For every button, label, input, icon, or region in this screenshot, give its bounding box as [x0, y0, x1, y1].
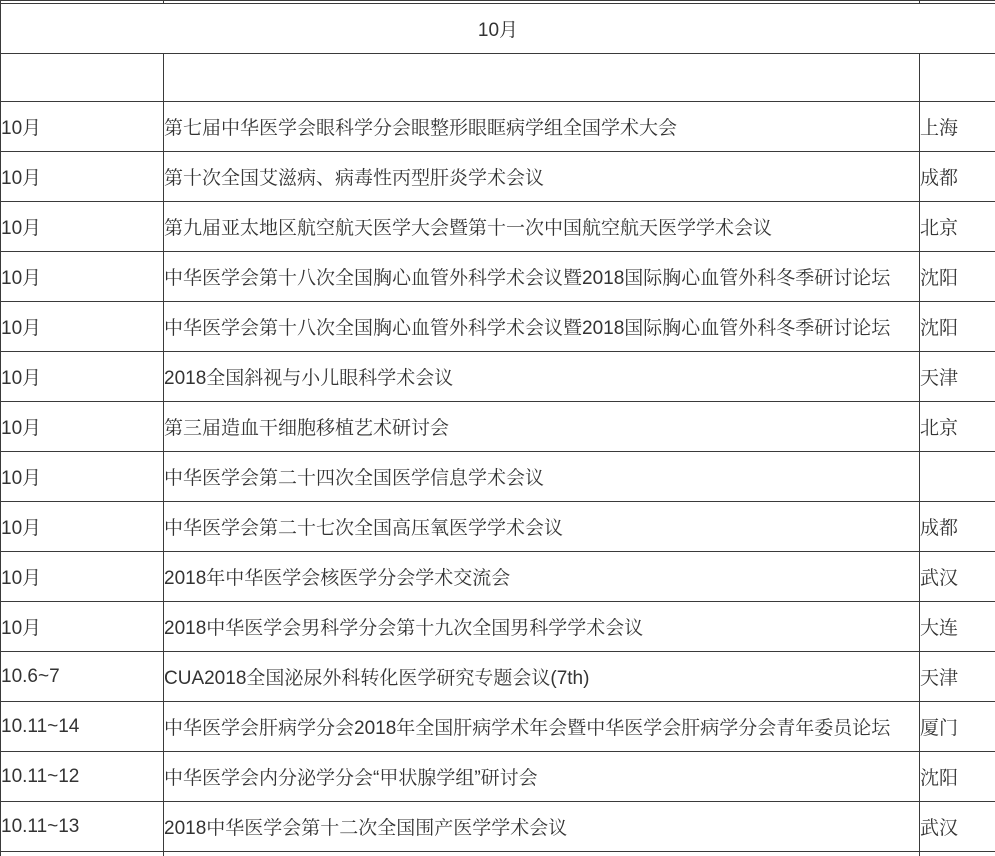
cell-conference-name: 中华医学会第二十七次全国高压氧医学学术会议: [164, 502, 920, 552]
cell-date: 10月: [1, 152, 164, 202]
cell-date: 10月: [1, 302, 164, 352]
cell-city: 沈阳: [920, 752, 995, 802]
cell-date: 10月: [1, 602, 164, 652]
cell-city: 天津: [920, 652, 995, 702]
empty-cell-name: [164, 54, 920, 102]
cell-date: 10月: [1, 502, 164, 552]
cell-date: 10.11~14: [1, 702, 164, 752]
cell-conference-name: 2018全国斜视与小儿眼科学术会议: [164, 352, 920, 402]
cell-date: 10月: [1, 352, 164, 402]
empty-cell-city: [920, 54, 995, 102]
table-row: [1, 452, 995, 502]
cell-city: 厦门: [920, 702, 995, 752]
cell-date: 10月: [1, 402, 164, 452]
cell-date: 10月: [1, 102, 164, 152]
table-row: [1, 752, 995, 802]
cell-date: 10月: [1, 552, 164, 602]
table-row: [1, 802, 995, 852]
cell-city: 成都: [920, 502, 995, 552]
cell-city: 上海: [920, 102, 995, 152]
cell-conference-name: 2018中华医学会第十二次全国围产医学学术会议: [164, 802, 920, 852]
empty-cell-date: [1, 54, 164, 102]
table-row: [1, 352, 995, 402]
table-row: [1, 552, 995, 602]
cell-conference-name: 2018年中华医学会核医学分会学术交流会: [164, 552, 920, 602]
table-row: [1, 502, 995, 552]
clipped-bottom-cell-date: [1, 852, 164, 856]
cell-conference-name: 第九届亚太地区航空航天医学大会暨第十一次中国航空航天医学学术会议: [164, 202, 920, 252]
cell-city: 武汉: [920, 552, 995, 602]
cell-conference-name: 中华医学会内分泌学分会“甲状腺学组”研讨会: [164, 752, 920, 802]
cell-city: 天津: [920, 352, 995, 402]
cell-conference-name: 中华医学会第十八次全国胸心血管外科学术会议暨2018国际胸心血管外科冬季研讨论坛: [164, 252, 920, 302]
cell-conference-name: 中华医学会第二十四次全国医学信息学术会议: [164, 452, 920, 502]
cell-date: 10.11~12: [1, 752, 164, 802]
cell-city: 沈阳: [920, 252, 995, 302]
cell-date: 10.6~7: [1, 652, 164, 702]
cell-date: 10.11~13: [1, 802, 164, 852]
table-row: [1, 702, 995, 752]
empty-spacer-row: [1, 54, 995, 102]
table-row: [1, 252, 995, 302]
table-row: [1, 602, 995, 652]
table-row: [1, 652, 995, 702]
cell-conference-name: 第七届中华医学会眼科学分会眼整形眼眶病学组全国学术大会: [164, 102, 920, 152]
cell-city: 成都: [920, 152, 995, 202]
table-row: [1, 302, 995, 352]
clipped-bottom-row: [1, 852, 995, 856]
cell-city: 武汉: [920, 802, 995, 852]
cell-conference-name: 中华医学会肝病学分会2018年全国肝病学术年会暨中华医学会肝病学分会青年委员论坛: [164, 702, 920, 752]
table-row: [1, 152, 995, 202]
clipped-bottom-cell-city: [920, 852, 995, 856]
month-header-row: [1, 4, 995, 54]
month-header-label: 10月: [1, 4, 995, 54]
cell-city: 北京: [920, 202, 995, 252]
cell-conference-name: 2018中华医学会男科学分会第十九次全国男科学学术会议: [164, 602, 920, 652]
cell-conference-name: 第三届造血干细胞移植艺术研讨会: [164, 402, 920, 452]
clipped-bottom-cell-name: [164, 852, 920, 856]
cell-city: [920, 452, 995, 502]
table-row: [1, 202, 995, 252]
cell-city: 大连: [920, 602, 995, 652]
conference-table-body: [1, 1, 995, 856]
table-row: [1, 102, 995, 152]
cell-city: 北京: [920, 402, 995, 452]
cell-date: 10月: [1, 452, 164, 502]
table-row: [1, 402, 995, 452]
cell-date: 10月: [1, 202, 164, 252]
cell-date: 10月: [1, 252, 164, 302]
cell-conference-name: 第十次全国艾滋病、病毒性丙型肝炎学术会议: [164, 152, 920, 202]
cell-conference-name: 中华医学会第十八次全国胸心血管外科学术会议暨2018国际胸心血管外科冬季研讨论坛: [164, 302, 920, 352]
cell-conference-name: CUA2018全国泌尿外科转化医学研究专题会议(7th): [164, 652, 920, 702]
cell-city: 沈阳: [920, 302, 995, 352]
